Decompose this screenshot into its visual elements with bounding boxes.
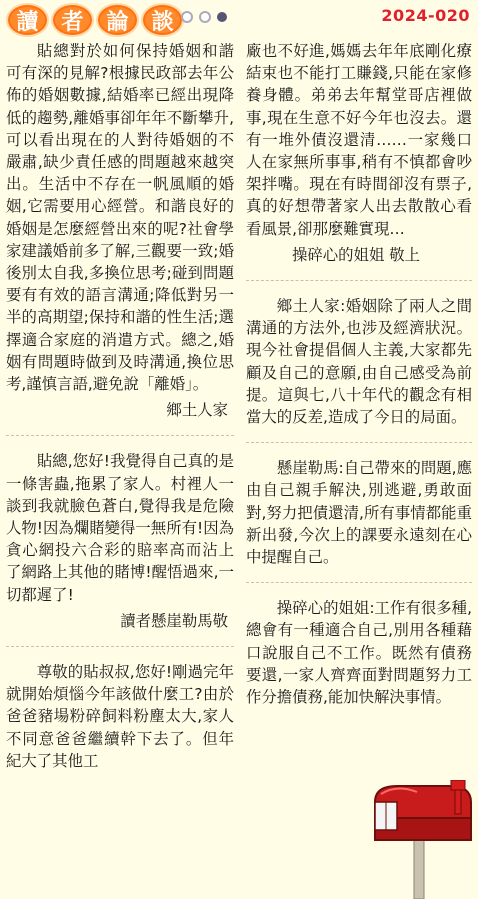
title-char: 論 xyxy=(96,3,139,37)
letter-body: 貼總,您好!我覺得自己真的是一條害蟲,拖累了家人。村裡人一談到我就臉色蒼白,覺得我是危險人物!因為爛賭變得一無所有!因為貪心網投六合彩的賠率高而沾上了網路上其他的賭博!醒悟過來,一切都遲了! xyxy=(6,452,234,604)
issue-number: 2024-020 xyxy=(381,6,470,25)
divider xyxy=(6,435,234,436)
column-title xyxy=(6,3,184,37)
reply-paragraph: 鄉土人家:婚姻除了兩人之間溝通的方法外,也涉及經濟狀況。現今社會提倡個人主義,大家都先顧及自己的意願,由自己感受為前提。這與七,八十年代的觀念有相當大的反差,造成了今日的局面。 xyxy=(246,297,472,427)
left-column xyxy=(6,40,234,772)
letter-body: 尊敬的貼叔叔,您好!剛過完年就開始煩惱今年該做什麼工?由於爸爸豬場粉碎飼料粉塵太大,家人不同意爸爸繼續幹下去了。但年紀大了其他工 xyxy=(6,663,234,770)
letter-signature: 讀者懸崖勒馬敬 xyxy=(120,611,228,630)
dot-icon xyxy=(199,11,211,23)
letter-signature: 操碎心的姐姐 敬上 xyxy=(291,245,421,264)
reply-paragraph: 操碎心的姐姐:工作有很多種,總會有一種適合自己,別用各種藉口說服自己不工作。既然有債務要還,一家人齊齊面對問題努力工作分擔債務,能加快解決事情。 xyxy=(246,599,472,707)
title-char: 者 xyxy=(51,3,94,37)
letter-signature: 鄉土人家 xyxy=(166,401,228,420)
letter-body: 貼總對於如何保持婚姻和諧可有深的見解?根據民政部去年公佈的婚姻數據,結婚率已經出現降低的趨勢,離婚事卻年年不斷攀升,可以看出現在的人對待婚姻的不嚴肅,缺少責任感的問題越來越突出。生活中不存在一帆風順的婚姻,它需要用心經營。和諧良好的婚姻是怎麼經營出來的呢?社會學家建議婚前多了解,三觀要一致;婚後別太自我,多換位思考;碰到問題要有有效的語言溝通;降低對另一半的高期望;保持和諧的性生活;選擇適合家庭的消遣方式。總之,婚姻有問題時做到及時溝通,換位思考,謹慎言語,避免說「離婚」。 xyxy=(6,42,234,394)
divider xyxy=(246,280,472,281)
letter-body: 廠也不好進,媽媽去年年底剛化療結束也不能打工賺錢,只能在家修養身體。弟弟去年幫堂哥店裡做事,現在生意不好今年也沒去。還有一堆外債沒還清……一家幾口人在家無所事事,稍有不慎都會吵架拌嘴。現在有時間卻沒有票子,真的好想帶著家人出去散散心看看風景,卻那麼難實現… xyxy=(246,42,472,238)
decorative-dots xyxy=(181,11,227,23)
dot-icon xyxy=(181,11,193,23)
dot-icon xyxy=(217,12,227,22)
title-char: 讀 xyxy=(6,3,49,37)
right-column xyxy=(246,40,472,708)
divider xyxy=(246,442,472,443)
title-char: 談 xyxy=(141,3,184,37)
reply-paragraph: 懸崖勒馬:自己帶來的問題,應由自己親手解決,別逃避,勇敢面對,努力把債還清,所有事情都能重新出發,今次上的課要永遠刻在心中提醒自己。 xyxy=(246,459,472,567)
mailbox-illustration xyxy=(367,780,477,899)
divider xyxy=(246,582,472,583)
header xyxy=(0,0,478,36)
divider xyxy=(6,646,234,647)
